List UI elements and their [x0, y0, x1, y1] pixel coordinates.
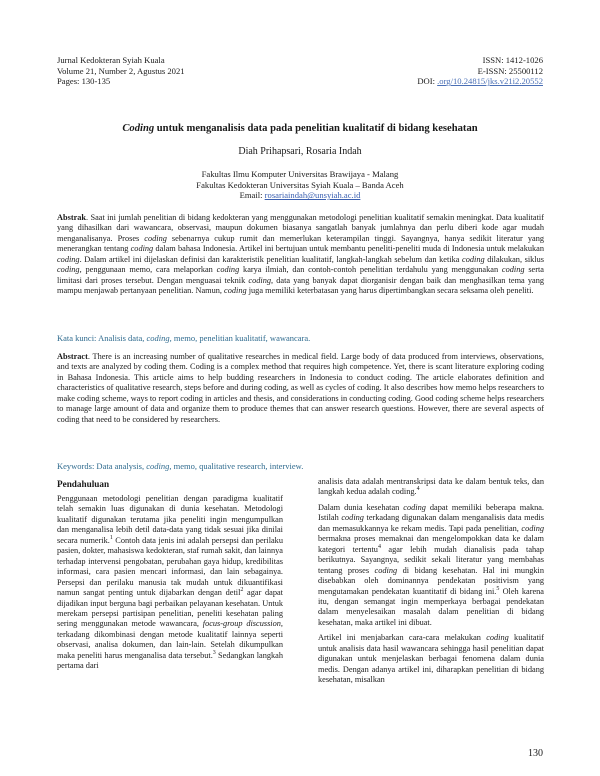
- abstrak-text: , penggunaan memo, cara melaporkan: [79, 265, 217, 275]
- citation: 5: [496, 585, 500, 592]
- abstrak-text: karya ilmiah, dan contoh-contoh penelitian terdahulu yang menggunakan: [239, 265, 502, 275]
- abstrak-text: . Saat ini jumlah penelitian di bidang kedokteran yang menggunakan metodologi penelitian kualitatif semakin meningkat. Data kualitatif yang dihasilkan dari wawancara, observasi, maupun dokumen biasanya sangatlah banyak jumlahnya dan perlu diberi kode agar mudah menganalisanya. Proses: [57, 213, 544, 243]
- keywords-text: Keywords: Data analysis,: [57, 461, 147, 471]
- doi-label: DOI:: [417, 76, 438, 87]
- citation: 3: [212, 650, 216, 657]
- body-italic: focus-group discussion: [202, 619, 281, 629]
- journal-volume: Volume 21, Number 2, Agustus 2021: [57, 65, 185, 76]
- body-text: Sedangkan langkah pertama dari: [57, 650, 283, 671]
- abstrak: [57, 213, 544, 297]
- kata-kunci: [57, 333, 544, 343]
- abstrak-italic: coding: [248, 275, 272, 285]
- kata-kunci-italic: coding: [146, 333, 170, 343]
- abstrak-italic: coding: [501, 265, 525, 275]
- body-text: Penggunaan metodologi penelitian dengan paradigma kualitatif telah semakin luas digunakan di dunia kesehatan. Metodologi kualitatif digunakan terutama jika peneliti ingin mengumpulkan dan menganalisa lebih detil data-data yang tidak sesuai jika dinilai secara numerik.: [57, 494, 283, 545]
- doi-link[interactable]: .org/10.24815/jks.v21i2.20552: [437, 76, 543, 87]
- body-italic: coding: [403, 502, 426, 512]
- abstrak-italic: coding: [130, 244, 154, 254]
- issn: ISSN: 1412-1026: [482, 55, 543, 65]
- affiliations: [40, 169, 560, 201]
- abstrak-text: dilakukan, siklus: [484, 254, 544, 264]
- title-italic: Coding: [122, 123, 155, 134]
- body-text: di bidang kesehatan. Hal ini mungkin disebabkan oleh dominannya pendekatan positivism yang mengutamakan pendekatan kuantitatif di bidang ini.: [318, 565, 544, 596]
- body-text: kualitatif untuk analisis data hasil wawancara sehingga hasil penelitian dapat digunakan untuk menjelaskan berbagai fenomena dalam dunia medis. Dengan adanya artikel ini, diharapkan penelitian di bidang kesehatan, misalkan: [318, 633, 544, 685]
- body-paragraph: [318, 633, 544, 685]
- citation: 2: [240, 587, 244, 594]
- body-paragraph: [57, 494, 283, 672]
- kata-kunci-text: Kata kunci: Analisis data,: [57, 333, 147, 343]
- doi-line: [417, 76, 543, 87]
- body-text: Artikel ini menjabarkan cara-cara melakukan: [318, 633, 487, 643]
- email-label: Email:: [239, 190, 265, 201]
- abstrak-italic: coding: [216, 265, 240, 275]
- body-column-left: [57, 494, 283, 677]
- body-italic: coding: [486, 633, 509, 643]
- citation: 4: [377, 543, 381, 550]
- abstrak-text: . Dalam artikel ini dijelaskan definisi dan karakteristik penelitian kualitatif, langkah-langkah sebelum dan ketika: [79, 254, 463, 264]
- body-text: Oleh karena itu, dengan semangat ingin memperkaya berbagai pendekatan dalam menyelesaikan masalah dalam penelitian di bidang kesehatan, maka artikel ini dibuat.: [318, 586, 544, 627]
- keywords-text: , memo, qualitative research, interview.: [169, 461, 304, 471]
- abstrak-italic: coding: [57, 265, 80, 275]
- abstrak-text: juga memiliki keterbatasan yang harus dipertimbangkan secara seksama oleh peneliti.: [246, 286, 534, 296]
- citation: 1: [109, 535, 113, 542]
- abstrak-italic: coding: [144, 233, 167, 243]
- body-column-right: [318, 477, 544, 691]
- keywords: [57, 461, 544, 471]
- email-link[interactable]: rosariaindah@unsyiah.ac.id: [264, 190, 361, 201]
- body-text: Contoh data jenis ini adalah persepsi dan perilaku pasien, dokter, mahasiswa kedokteran, staf rumah sakit, dan lainnya terhadap intervensi pengobatan, perubahan gaya hidup, kredibilitas informasi, cara pasien mencari informasi, dan lain sebagainya. Persepsi dan perilaku manusia tak mudah untuk dikuantifikasi namun sangat penting untuk dijabarkan dengan detil: [57, 535, 283, 598]
- abstrak-italic: coding: [57, 254, 80, 264]
- body-text: Dalam dunia kesehatan: [318, 502, 404, 512]
- email-line: [40, 190, 560, 201]
- kata-kunci-text: , memo, penelitian kualitatif, wawancara.: [169, 333, 311, 343]
- section-heading: Pendahuluan: [57, 479, 110, 489]
- abstrak-text: dalam bahasa Indonesia. Artikel ini bertujuan untuk membantu peneliti-peneliti muda di Indonesia untuk melakukan: [153, 244, 544, 254]
- title-rest: untuk menganalisis data pada penelitian kualitatif di bidang kesehatan: [154, 123, 478, 134]
- citation: 4: [416, 486, 420, 493]
- journal-header-left: [57, 55, 185, 87]
- body-text: agar dapat dijadikan input berguna bagi perbaikan pelayanan kesehatan. Untuk merekam persepsi partisipan penelitian, peneliti kesehatan paling sering menggunakan metode wawancara,: [57, 588, 283, 629]
- body-italic: coding: [374, 565, 398, 575]
- abstract-label: Abstract: [57, 352, 88, 361]
- body-text: agar lebih mudah dianalisis pada tahap berikutnya. Sayangnya, sedikit sekali literatur yang membahas tentang proses: [318, 544, 544, 575]
- body-text: analisis data adalah mentranskripsi data ke dalam bentuk teks, dan langkah kedua adalah coding.: [318, 477, 544, 497]
- journal-name: Jurnal Kedokteran Syiah Kuala: [57, 55, 165, 65]
- body-text: dapat memiliki beberapa makna. Istilah: [318, 502, 544, 523]
- body-italic: coding: [341, 513, 364, 523]
- body-paragraph: [318, 503, 544, 628]
- paper-title: [40, 123, 560, 134]
- authors: Diah Prihapsari, Rosaria Indah: [238, 146, 362, 157]
- body-text: terkadang digunakan dalam menganalisis data medis dan memasukkannya ke rekam medis. Tapi pada penelitian,: [318, 513, 545, 533]
- body-italic: coding: [521, 523, 544, 533]
- abstrak-italic: coding: [462, 254, 485, 264]
- body-text: bermakna proses memaknai dan mengelompokkan data ke dalam kategori tertentu: [318, 534, 544, 554]
- abstrak-italic: coding: [224, 286, 247, 296]
- eissn: E-ISSN: 25500112: [477, 65, 543, 76]
- body-paragraph: [318, 477, 544, 498]
- abstrak-label: Abstrak: [57, 213, 87, 222]
- abstract-text: . There is an increasing number of qualitative researches in medical field. Large body of data produced from interviews, observations, and texts are analyzed by coding them. Coding is a complex method that requires high competence. Yet, there is scant literature exploring coding in Bahasa Indonesia. This article aims to help budding researchers in Indonesia to conduct coding. The article elaborates definition and characteristics of qualitative research, steps before and during coding, as well as cycles of coding. It also describes how memo helps researchers to make coding scheme, ways to report coding in articles and thesis, and considerations in conducting coding. Good coding scheme helps researchers to manage large amount of data and organize them to produce themes that can answer research questions. However, there are several aspects of coding that need to be considered by researchers.: [57, 352, 544, 424]
- affiliation-1: Fakultas Ilmu Komputer Universitas Brawijaya - Malang: [201, 169, 399, 179]
- abstract: [57, 352, 544, 425]
- journal-pages: Pages: 130-135: [57, 76, 111, 87]
- abstrak-text: serta limitasi dari proses tersebut. Dengan menguasai teknik: [57, 265, 544, 285]
- body-text: , terkadang dikombinasi dengan metode kualitatif lainnya seperti observasi, analisa dokumen, dan lain-lain. Setelah dikumpulkan maka peneliti harus menganalisa data tersebut.: [57, 619, 283, 660]
- journal-header-right: [417, 55, 543, 87]
- keywords-italic: coding: [146, 461, 170, 471]
- page-number: 130: [528, 748, 543, 759]
- abstrak-text: sebenarnya cukup rumit dan memerlukan keterampilan tinggi. Sayangnya, hanya sedikit literatur yang menerangkan tentang: [57, 233, 544, 254]
- abstrak-text: , data yang banyak dapat diorganisir dengan baik dan menghasilkan tema yang mampu menjawab pertanyaan penelitian. Namun,: [57, 275, 544, 296]
- affiliation-2: Fakultas Kedokteran Universitas Syiah Kuala – Banda Aceh: [196, 179, 404, 190]
